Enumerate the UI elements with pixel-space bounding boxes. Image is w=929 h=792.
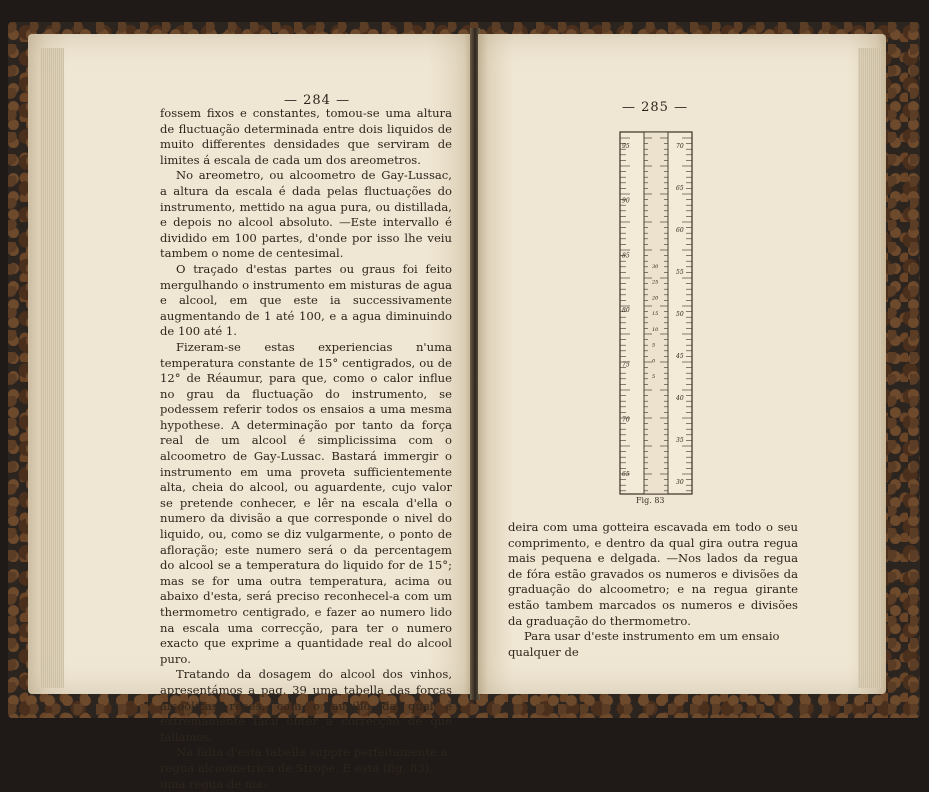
right-page-number: — 285 —	[622, 100, 689, 115]
scale-inner-label: 15	[652, 311, 659, 318]
scale-inner-label: 5	[652, 342, 656, 349]
paragraph: deira com uma gotteira escavada em todo o seu comprimento, e dentro da qual gira outra regua mais pequena e delgada. —Nos lados da regua de fóra estão gravados os numeros e divisões da graduação do alcoometro; e na regua girante estão tambem marcados os numeros e divisões da graduação do thermometro.	[508, 520, 798, 628]
scale-inner-label: 25	[652, 279, 659, 286]
figure-caption: Fig. 83	[636, 496, 665, 505]
scale-right-label: 45	[676, 353, 684, 360]
left-page-edges	[40, 48, 64, 688]
scale-right-label: 50	[676, 311, 684, 318]
paragraph: Para usar d'este instrumento em um ensaio qualquer de	[508, 629, 780, 659]
scale-left-label: 65	[622, 471, 630, 478]
paragraph: No areometro, ou alcoometro de Gay-Lussac, a altura da escala é dada pelas fluctuações do instrumento, mettido na agua pura, ou distillada, e depois no alcool absoluto. —Este intervallo é dividido em 100 partes, d'onde por isso lhe veiu tambem o nome de centesimal.	[160, 168, 452, 261]
scale-left-label: 85	[622, 252, 630, 260]
alcoometric-ruler-figure	[608, 128, 704, 498]
scale-left-label: 80	[622, 307, 630, 314]
scale-right-label: 55	[676, 269, 684, 276]
scale-right-label: 70	[676, 143, 684, 150]
paragraph: Fizeram-se estas experiencias n'uma temperatura constante de 15° centigrados, ou de 12° de Réaumur, para que, como o calor influe no grau da fluctuação do instrumento, se podessem referir todos os ensaios a uma mesma hypothese. A determinação por tanto da força real de um alcool é simplicissima com o alcoometro de Gay-Lussac. Bastará immergir o instrumento em uma proveta sufficientemente alta, cheia do alcool, ou aguardente, cujo valor se pretende conhecer, e lêr na escala d'ella o numero da divisão a que corresponde o nivel do liquido, ou, como se diz vulgarmente, o ponto de afloração; este numero será o da percentagem do alcool se a temperatura do liquido for de 15°; mas se for uma outra temperatura, acima ou abaixo d'esta, será preciso reconhecel-a com um thermometro centigrado, e fazer ao numero lido na escala uma correcção, para ter o numero exacto que exprime a quantidade real do alcool puro.	[160, 339, 452, 666]
scale-inner-label: 0	[652, 358, 656, 365]
scale-right-label: 30	[676, 479, 684, 486]
paragraph: Na falta d'esta tabella suppre perfeitamente a regua alcoometrica de Strope. É esta (fig. 83), uma regua de ma-	[160, 745, 448, 791]
scale-left-label: 90	[622, 197, 630, 205]
scale-left-label: 70	[622, 416, 630, 424]
paragraph: O traçado d'estas partes ou graus foi feito mergulhando o instrumento em misturas de agua e alcool, em que este ia successivamente augmentando de 1 até 100, e a agua diminuindo de 100 até 1.	[160, 261, 452, 339]
scale-right-label: 35	[676, 437, 684, 444]
paragraph: fossem fixos e constantes, tomou-se uma altura de fluctuação determinada entre dois liquidos de muito differentes densidades que serviram de limites á escala de cada um dos areometros.	[160, 106, 452, 167]
right-page-edges	[858, 48, 882, 688]
scale-right-label: 40	[676, 395, 684, 402]
left-page-text	[160, 106, 452, 792]
scale-inner-label: 5	[652, 374, 656, 380]
scale-inner-label: 30	[652, 264, 659, 270]
paragraph: Tratando da dosagem do alcool dos vinhos, apresentámos a pag. 39 uma tabella das forças alcoolicas reaes, com o auxilio da qual é extremamente facil obter a correcção de que fallamos.	[160, 667, 452, 744]
scale-left-label: 75	[622, 361, 630, 369]
scale-inner-label: 20	[652, 295, 659, 302]
scale-right-label: 65	[676, 185, 684, 192]
scale-left-label: 95	[622, 143, 630, 150]
right-page-text	[508, 520, 798, 660]
scale-inner-label: 10	[652, 326, 659, 333]
left-page-number: — 284 —	[284, 93, 351, 108]
scale-right-label: 60	[676, 227, 684, 234]
